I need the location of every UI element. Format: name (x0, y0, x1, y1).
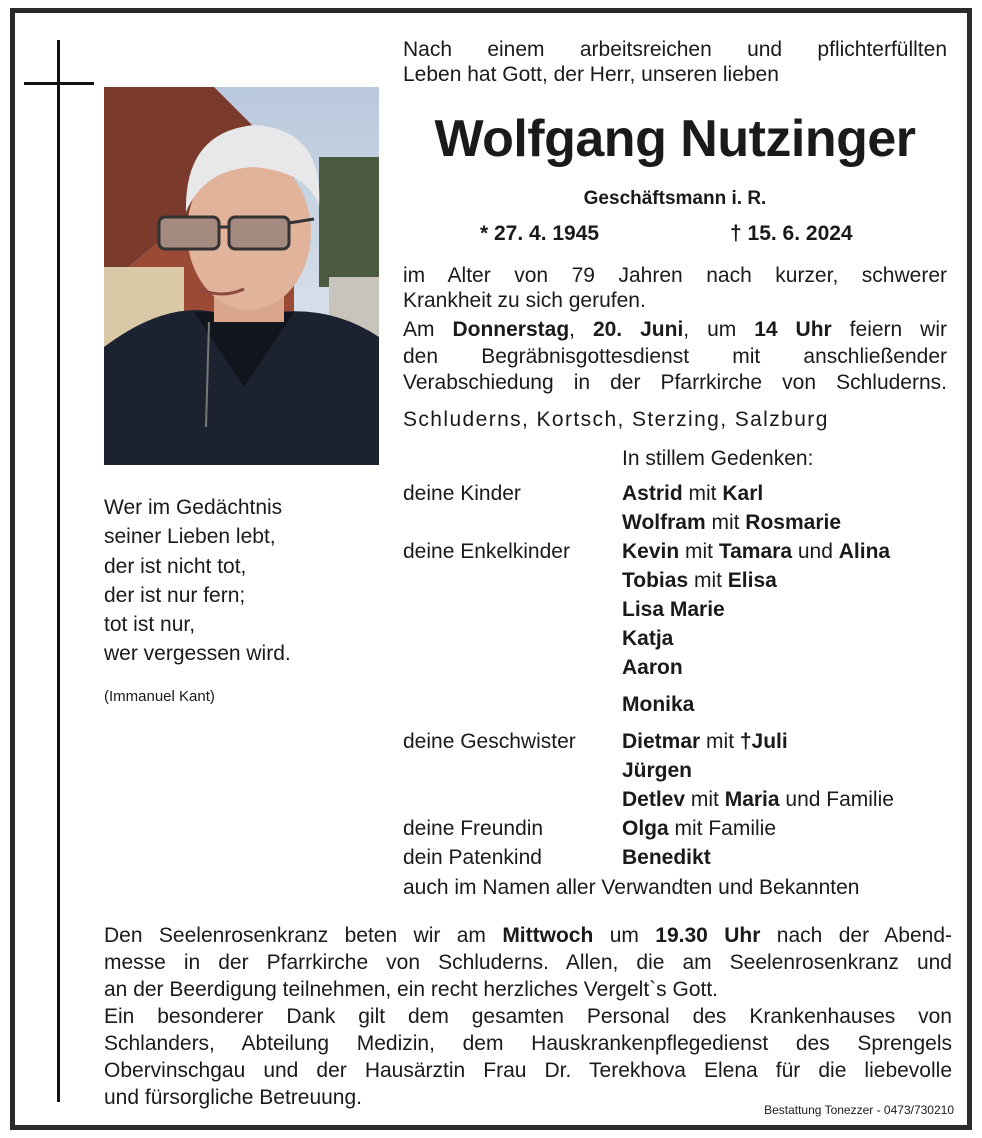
mourner-line: Wolfram mit Rosmarie (622, 511, 842, 534)
mourner-line: Monika (622, 693, 695, 716)
bottom-line: an der Beerdigung teilnehmen, ein recht herzliches Vergelt`s Gott. (104, 978, 719, 1001)
bottom-line: Ein besonderer Dank gilt dem gesamten Personal des Krankenhauses von (104, 1005, 952, 1028)
mourner-line: Jürgen (622, 759, 693, 782)
funeral-home-credit: Bestattung Tonezzer - 0473/730210 (764, 1103, 954, 1117)
quote-line: wer vergessen wird. (104, 642, 291, 666)
quote-line: tot ist nur, (104, 613, 196, 637)
gedenken-heading: In stillem Gedenken: (622, 447, 814, 470)
intro-line: Leben hat Gott, der Herr, unseren lieben (403, 63, 779, 86)
bottom-line: und fürsorgliche Betreuung. (104, 1086, 362, 1109)
relation-label: dein Patenkind (403, 846, 542, 869)
mourner-line: Dietmar mit †Juli (622, 730, 788, 753)
body-line: Verabschiedung in der Pfarrkirche von Schluderns. (403, 371, 947, 394)
relation-label: deine Kinder (403, 482, 521, 505)
bottom-line-rosary: Den Seelenrosenkranz beten wir am Mittwoch um 19.30 Uhr nach der Abend- (104, 924, 953, 947)
mourner-line: Kevin mit Tamara und Alina (622, 540, 891, 563)
portrait-photo (104, 87, 379, 465)
mourner-line: Lisa Marie (622, 598, 725, 621)
deceased-name: Wolfgang Nutzinger (434, 110, 916, 168)
deceased-title: Geschäftsmann i. R. (583, 188, 767, 209)
relation-label: deine Geschwister (403, 730, 576, 753)
birth-date: * 27. 4. 1945 (480, 222, 600, 245)
body-line: den Begräbnisgottesdienst mit anschließender (403, 345, 947, 368)
bottom-line: Obervinschgau und der Hausärztin Frau Dr. Terekhova Elena für die liebevolle (104, 1059, 952, 1082)
closing-line: auch im Namen aller Verwandten und Bekannten (403, 876, 860, 899)
places: Schluderns, Kortsch, Sterzing, Salzburg (403, 408, 829, 431)
bottom-line: Schlanders, Abteilung Medizin, dem Hauskrankenpflegedienst des Sprengels (104, 1032, 952, 1055)
mourner-line: Benedikt (622, 846, 711, 869)
mourner-line: Katja (622, 627, 674, 650)
relation-label: deine Freundin (403, 817, 544, 840)
quote-line: seiner Lieben lebt, (104, 525, 276, 549)
death-date: † 15. 6. 2024 (730, 222, 853, 245)
cross-icon-bar (24, 82, 94, 85)
quote-line: Wer im Gedächtnis (104, 496, 283, 519)
mourner-line: Tobias mit Elisa (622, 569, 777, 592)
intro-line: Nach einem arbeitsreichen und pflichterfüllten (403, 38, 947, 61)
mourner-line: Detlev mit Maria und Familie (622, 788, 894, 811)
cross-icon (57, 40, 60, 1102)
quote (104, 493, 384, 669)
body-line: im Alter von 79 Jahren nach kurzer, schwerer (403, 264, 947, 287)
mourner-line: Olga mit Familie (622, 817, 777, 840)
quote-line: der ist nicht tot, (104, 554, 247, 578)
body-line-service: Am Donnerstag, 20. Juni, um 14 Uhr feiern wir (403, 318, 947, 341)
quote-source: (Immanuel Kant) (104, 688, 215, 705)
mourner-line: Aaron (622, 656, 683, 679)
quote-line: der ist nur fern; (104, 583, 246, 607)
mourner-line: Astrid mit Karl (622, 482, 764, 505)
relation-label: deine Enkelkinder (403, 540, 570, 563)
body-line: Krankheit zu sich gerufen. (403, 289, 646, 312)
bottom-line: messe in der Pfarrkirche von Schluderns. Allen, die am Seelenrosenkranz und (104, 951, 952, 974)
